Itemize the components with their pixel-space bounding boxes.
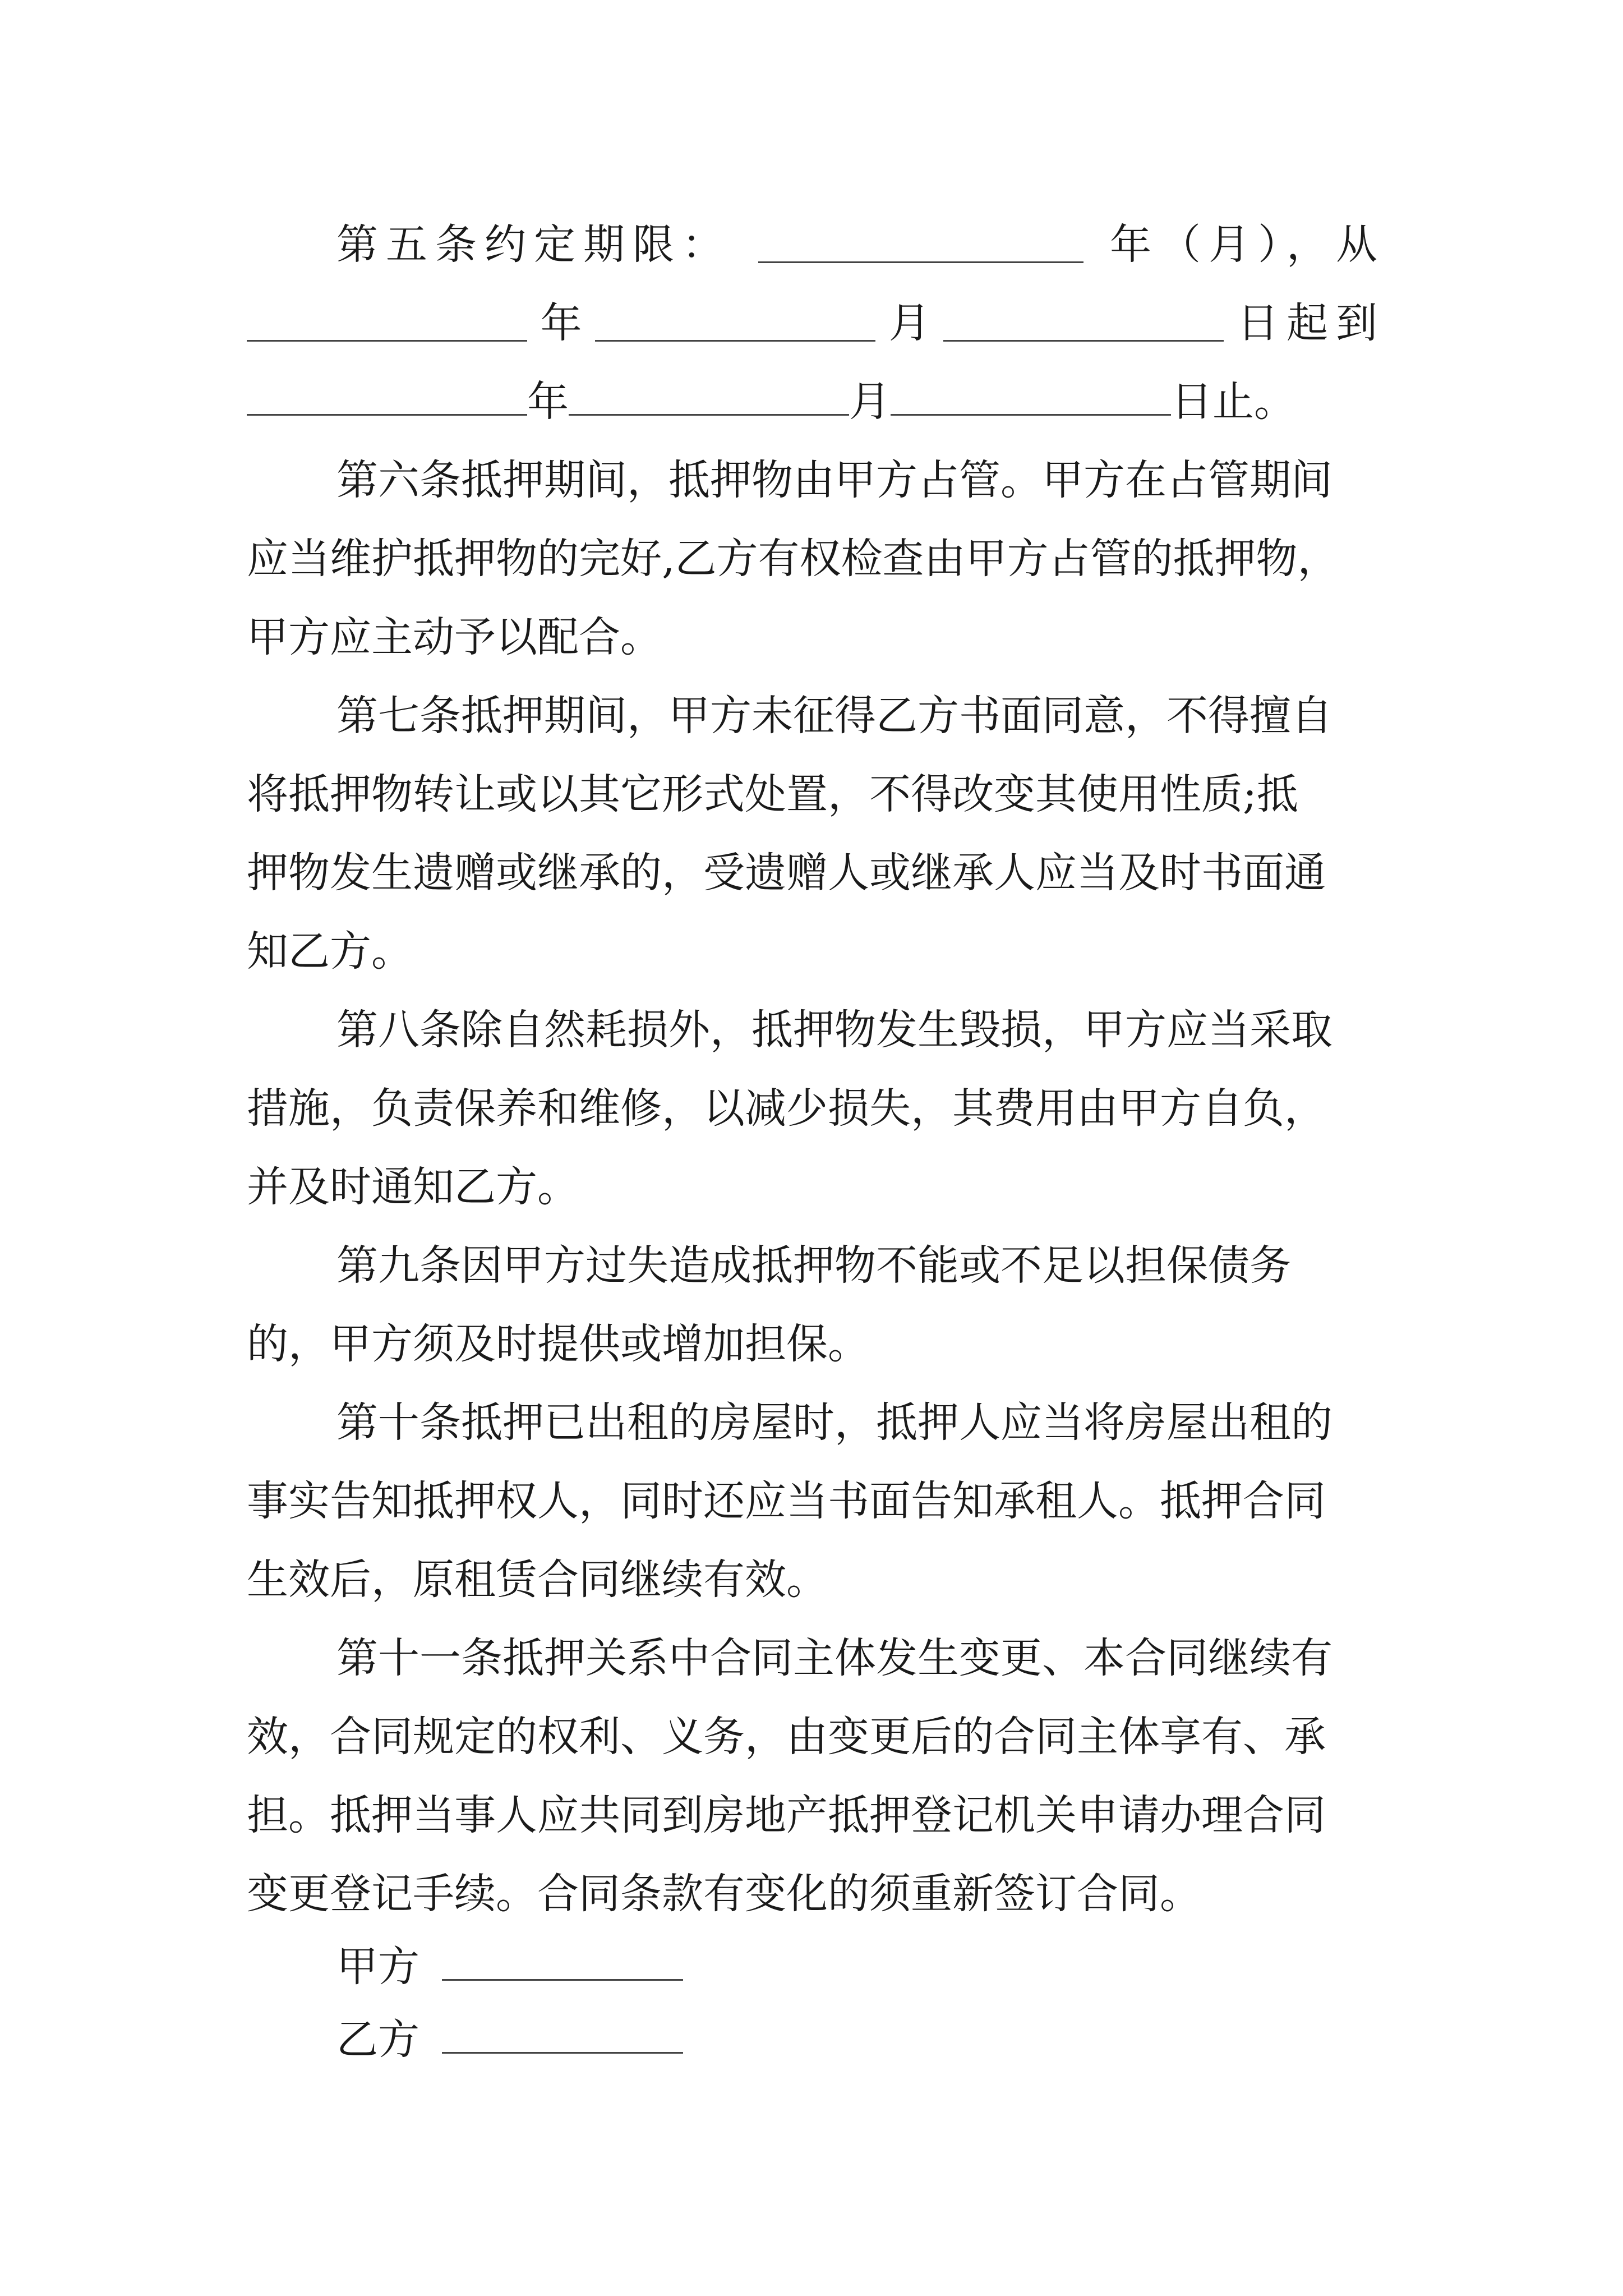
clause9-line2: 的，甲方须及时提供或增加担保。 <box>247 1320 869 1368</box>
end-year-label: 年 <box>527 378 569 426</box>
party-b-label: 乙方 <box>336 2016 419 2064</box>
party-b-signature-field[interactable] <box>442 2018 683 2054</box>
party-a-label: 甲方 <box>336 1943 419 1991</box>
clause7-line1: 第七条抵押期间，甲方未征得乙方书面同意，不得擅自 <box>336 692 1332 740</box>
clause9-line1: 第九条因甲方过失造成抵押物不能或不足以担保债务 <box>336 1241 1291 1290</box>
clause8-line3: 并及时通知乙方。 <box>247 1163 579 1211</box>
clause10-line1: 第十条抵押已出租的房屋时，抵押人应当将房屋出租的 <box>336 1398 1332 1447</box>
end-day-blank[interactable] <box>891 379 1171 416</box>
clause7-line2: 将抵押物转让或以其它形式处置，不得改变其使用性质;抵 <box>247 770 1298 818</box>
clause7-line4: 知乙方。 <box>247 927 413 976</box>
clause11-line4: 变更登记手续。合同条款有变化的须重新签订合同。 <box>247 1870 1201 1918</box>
end-day-label: 日止。 <box>1171 378 1295 426</box>
clause6-line2: 应当维护抵押物的完好,乙方有权检查由甲方占管的抵押物， <box>247 535 1339 583</box>
clause5-lead: 第五条约定期限： <box>336 220 731 269</box>
clause11-line3: 担。抵押当事人应共同到房地产抵押登记机关申请办理合同 <box>247 1791 1326 1839</box>
clause8-line1: 第八条除自然耗损外，抵押物发生毁损，甲方应当采取 <box>336 1006 1332 1054</box>
term-blank[interactable] <box>758 227 1083 263</box>
clause5-line3 <box>247 362 1385 441</box>
party-a-signature-row <box>336 1927 1385 2006</box>
start-month-blank[interactable] <box>595 305 875 342</box>
clause5-line2 <box>247 284 1385 362</box>
party-a-signature-field[interactable] <box>442 1945 683 1981</box>
clause8-line2: 措施，负责保养和维修，以减少损失，其费用由甲方自负， <box>247 1084 1326 1133</box>
clause5-unit: 年（月），从 <box>1110 220 1385 269</box>
clause7-line3: 押物发生遗赠或继承的，受遗赠人或继承人应当及时书面通 <box>247 849 1326 897</box>
start-day-blank[interactable] <box>943 305 1224 342</box>
clause6-line1: 第六条抵押期间，抵押物由甲方占管。甲方在占管期间 <box>336 456 1332 504</box>
clause10-line2: 事实告知抵押权人，同时还应当书面告知承租人。抵押合同 <box>247 1477 1326 1525</box>
end-year-blank[interactable] <box>247 379 527 416</box>
start-year-blank[interactable] <box>247 305 527 342</box>
clause11-line1: 第十一条抵押关系中合同主体发生变更、本合同继续有 <box>336 1634 1332 1682</box>
clause11-line2: 效，合同规定的权利、义务，由变更后的合同主体享有、承 <box>247 1713 1326 1761</box>
clause5-line1 <box>336 205 1385 284</box>
end-month-blank[interactable] <box>569 379 849 416</box>
clause10-line3: 生效后，原租赁合同继续有效。 <box>247 1556 828 1604</box>
start-day-label: 日起到 <box>1237 299 1385 347</box>
start-month-label: 月 <box>888 299 930 347</box>
clause6-line3: 甲方应主动予以配合。 <box>247 613 662 661</box>
end-month-label: 月 <box>849 378 891 426</box>
start-year-label: 年 <box>540 299 582 347</box>
party-b-signature-row <box>336 2000 1385 2079</box>
